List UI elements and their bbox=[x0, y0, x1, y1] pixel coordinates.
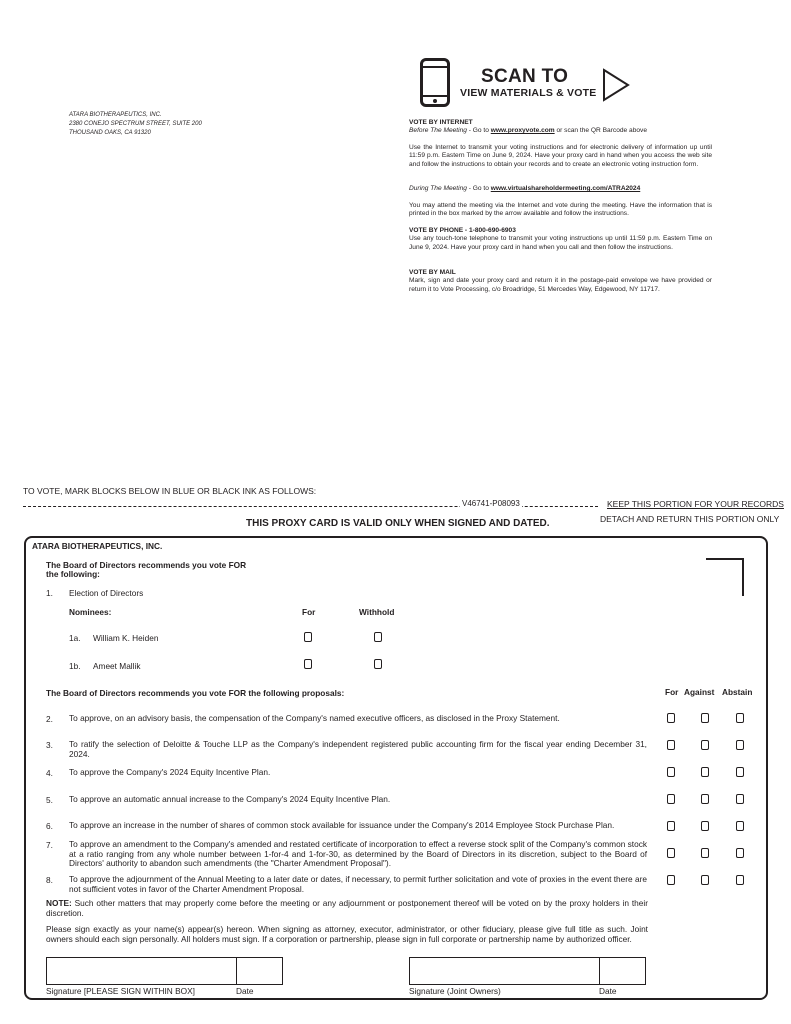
sign-instructions: Please sign exactly as your name(s) appear(s) hereon. When signing as attorney, executor, administrator, or other fiduciary, please give full title as such. Joint owners should each sign personally. All holders must sign. If a corporation or partnership, please sign in full corporate or partnership name by authorized officer. bbox=[46, 924, 648, 944]
proposal-number: 2. bbox=[46, 714, 53, 724]
item1-number: 1. bbox=[46, 588, 53, 598]
joint-date-label: Date bbox=[599, 986, 617, 996]
nominee-number: 1a. bbox=[69, 633, 81, 643]
nominee-number: 1b. bbox=[69, 661, 81, 671]
proposal-8-for-checkbox[interactable] bbox=[667, 875, 675, 885]
proposal-6-for-checkbox[interactable] bbox=[667, 821, 675, 831]
proposal-text: To approve an amendment to the Company's amended and restated certificate of incorporation to effect a reverse stock split of the Company's common stock at a ratio ranging from any whole number between 1-for-4 and 1-for-30, as determined by the Board of Directors in its discretion, subject to the Board of Directors' authority to abandon such amendments (the "Charter Amendment Proposal"). bbox=[69, 839, 647, 868]
proposal-number: 4. bbox=[46, 768, 53, 778]
mail-section bbox=[409, 269, 712, 294]
nominee-1b-withhold-checkbox[interactable] bbox=[374, 659, 382, 669]
mail-heading: VOTE BY MAIL bbox=[409, 269, 456, 276]
nominee-1b-for-checkbox[interactable] bbox=[304, 659, 312, 669]
scan-title: SCAN TO bbox=[481, 66, 569, 87]
nominee-name: William K. Heiden bbox=[93, 633, 159, 643]
before-meeting-label: Before The Meeting bbox=[409, 127, 467, 135]
note bbox=[46, 899, 648, 918]
valid-notice: THIS PROXY CARD IS VALID ONLY WHEN SIGNED AND DATED. bbox=[246, 518, 550, 529]
keep-portion-label: KEEP THIS PORTION FOR YOUR RECORDS bbox=[607, 499, 784, 509]
nominee-withhold-header: Withhold bbox=[359, 607, 395, 617]
proposal-7-for-checkbox[interactable] bbox=[667, 848, 675, 858]
proposal-2-for-checkbox[interactable] bbox=[667, 713, 675, 723]
board-recommend-line1: The Board of Directors recommends you vote FOR bbox=[46, 560, 247, 570]
control-code: V46741-P08093 bbox=[462, 499, 520, 508]
proposal-5-abstain-checkbox[interactable] bbox=[736, 794, 744, 804]
proposal-3-against-checkbox[interactable] bbox=[701, 740, 709, 750]
signature-box[interactable] bbox=[46, 957, 237, 985]
proposal-number: 7. bbox=[46, 840, 53, 850]
phone-icon bbox=[420, 58, 450, 107]
mail-body: Mark, sign and date your proxy card and return it in the postage-paid envelope we have provided or return it to Vote Processing, c/o Broadridge, 51 Mercedes Way, Edgewood, NY 11717. bbox=[409, 277, 712, 293]
company-city: THOUSAND OAKS, CA 91320 bbox=[69, 130, 151, 136]
col-abstain-header: Abstain bbox=[722, 687, 753, 697]
proposal-7-against-checkbox[interactable] bbox=[701, 848, 709, 858]
internet-section bbox=[409, 119, 712, 136]
col-against-header: Against bbox=[684, 687, 715, 697]
mark-instruction: TO VOTE, MARK BLOCKS BELOW IN BLUE OR BLACK INK AS FOLLOWS: bbox=[23, 486, 317, 496]
proposal-6-against-checkbox[interactable] bbox=[701, 821, 709, 831]
during-meeting-label: During The Meeting bbox=[409, 185, 467, 192]
detach-portion-label: DETACH AND RETURN THIS PORTION ONLY bbox=[600, 514, 780, 524]
proposals-heading: The Board of Directors recommends you vote FOR the following proposals: bbox=[46, 688, 345, 698]
date-label: Date bbox=[236, 986, 254, 996]
phone-section bbox=[409, 227, 712, 252]
internet-heading: VOTE BY INTERNET bbox=[409, 119, 473, 126]
proposal-number: 5. bbox=[46, 795, 53, 805]
item1-label: Election of Directors bbox=[69, 588, 144, 598]
proposal-number: 6. bbox=[46, 821, 53, 831]
nominee-for-header: For bbox=[302, 607, 316, 617]
proposal-number: 3. bbox=[46, 740, 53, 750]
proposal-text: To approve an automatic annual increase to the Company's 2024 Equity Incentive Plan. bbox=[69, 794, 391, 804]
nominee-name: Ameet Mallik bbox=[93, 661, 141, 671]
proposal-3-abstain-checkbox[interactable] bbox=[736, 740, 744, 750]
proposal-text: To approve an increase in the number of shares of common stock available for issuance under the Company's 2014 Employee Stock Purchase Plan. bbox=[69, 820, 615, 830]
joint-date-box[interactable] bbox=[599, 957, 646, 985]
proposal-number: 8. bbox=[46, 875, 53, 885]
virtual-meeting-link[interactable]: www.virtualshareholdermeeting.com/ATRA2024 bbox=[490, 185, 641, 192]
scan-subtitle: VIEW MATERIALS & VOTE bbox=[460, 87, 597, 99]
corner-mark bbox=[706, 558, 744, 596]
proposal-3-for-checkbox[interactable] bbox=[667, 740, 675, 750]
proposal-text: To approve the Company's 2024 Equity Incentive Plan. bbox=[69, 767, 271, 777]
company-address bbox=[69, 111, 202, 138]
during-meeting-line bbox=[409, 185, 712, 193]
proposal-text: To approve, on an advisory basis, the compensation of the Company's named executive officers, as disclosed in the Proxy Statement. bbox=[69, 713, 560, 723]
proposal-5-for-checkbox[interactable] bbox=[667, 794, 675, 804]
play-arrow-icon bbox=[602, 68, 630, 102]
company-street: 2380 CONEJO SPECTRUM STREET, SUITE 200 bbox=[69, 121, 202, 127]
note-label: NOTE: bbox=[46, 898, 72, 908]
note-text: Such other matters that may properly come before the meeting or any adjournment or postponement thereof will be voted on by the proxy holders in their discretion. bbox=[46, 898, 648, 918]
internet-body: Use the Internet to transmit your voting instructions and for electronic delivery of information up until 11:59 p.m. Eastern Time on June 9, 2024. Have your proxy card in hand when you access the web site and follow the instructions to obtain your records and to create an electronic voting instruction form. bbox=[409, 144, 712, 168]
date-box[interactable] bbox=[236, 957, 283, 985]
proposal-4-abstain-checkbox[interactable] bbox=[736, 767, 744, 777]
nominee-1a-withhold-checkbox[interactable] bbox=[374, 632, 382, 642]
proposal-2-against-checkbox[interactable] bbox=[701, 713, 709, 723]
proposal-4-for-checkbox[interactable] bbox=[667, 767, 675, 777]
phone-body: Use any touch-tone telephone to transmit your voting instructions up until 11:59 p.m. Eastern Time on June 9, 2024. Have your proxy card in hand when you call and then follow the instructions. bbox=[409, 235, 712, 251]
proposal-text: To approve the adjournment of the Annual Meeting to a later date or dates, if necessary, to permit further solicitation and vote of proxies in the event there are not sufficient votes in favor of the Charter Amendment Proposal. bbox=[69, 874, 647, 894]
nominees-label: Nominees: bbox=[69, 607, 112, 617]
proposal-7-abstain-checkbox[interactable] bbox=[736, 848, 744, 858]
card-company: ATARA BIOTHERAPEUTICS, INC. bbox=[32, 541, 163, 551]
signature-label: Signature [PLEASE SIGN WITHIN BOX] bbox=[46, 986, 195, 996]
proposal-6-abstain-checkbox[interactable] bbox=[736, 821, 744, 831]
company-name: ATARA BIOTHERAPEUTICS, INC. bbox=[69, 112, 162, 118]
proposal-text: To ratify the selection of Deloitte & Touche LLP as the Company's independent registered public accounting firm for the fiscal year ending December 31, 2024. bbox=[69, 739, 647, 759]
proposal-4-against-checkbox[interactable] bbox=[701, 767, 709, 777]
nominee-1a-for-checkbox[interactable] bbox=[304, 632, 312, 642]
during-body: You may attend the meeting via the Internet and vote during the meeting. Have the information that is printed in the box marked by the arrow available and follow the instructions. bbox=[409, 202, 712, 218]
board-recommend-line2: the following: bbox=[46, 569, 100, 579]
joint-signature-label: Signature (Joint Owners) bbox=[409, 986, 501, 996]
before-go-to: - Go to bbox=[466, 127, 491, 135]
during-go-to: - Go to bbox=[466, 185, 491, 192]
proposal-2-abstain-checkbox[interactable] bbox=[736, 713, 744, 723]
proxyvote-link[interactable]: www.proxyvote.com bbox=[490, 127, 555, 135]
phone-heading: VOTE BY PHONE - 1-800-690-6903 bbox=[409, 227, 516, 234]
joint-signature-box[interactable] bbox=[409, 957, 600, 985]
qr-text: or scan the QR Barcode above bbox=[554, 127, 648, 135]
proposal-8-against-checkbox[interactable] bbox=[701, 875, 709, 885]
col-for-header: For bbox=[665, 687, 679, 697]
proposal-8-abstain-checkbox[interactable] bbox=[736, 875, 744, 885]
proposal-5-against-checkbox[interactable] bbox=[701, 794, 709, 804]
